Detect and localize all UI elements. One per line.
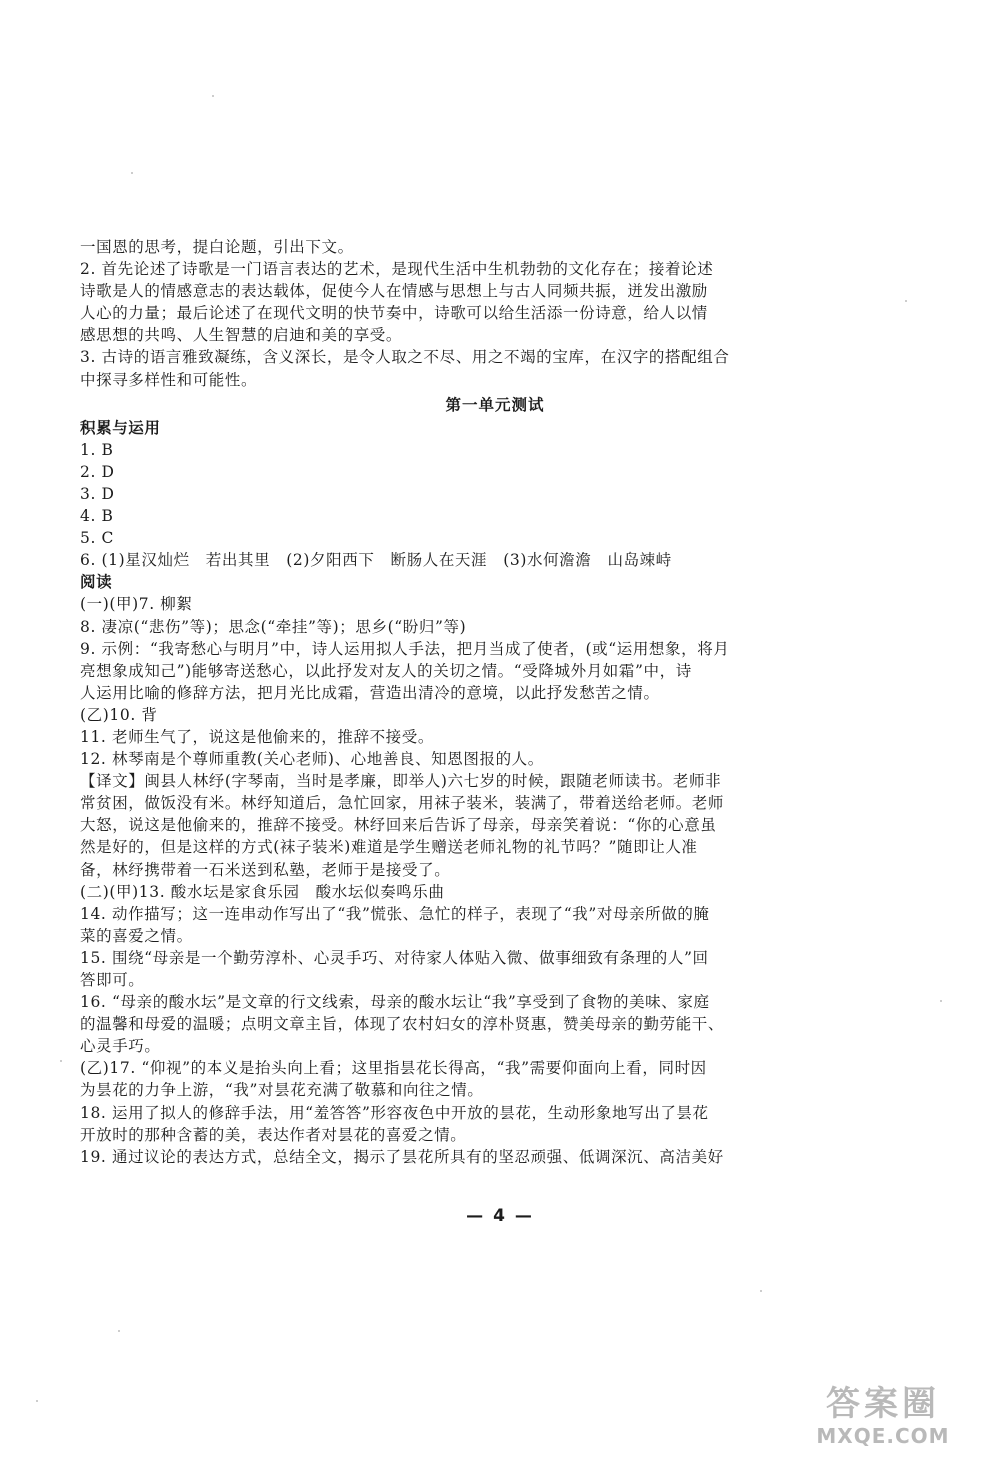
watermark-url: MXQE.COM: [816, 1424, 950, 1448]
choice-answer: 3. D: [80, 484, 115, 503]
section-title: 第一单元测试: [445, 394, 545, 414]
watermark-logo: 答案圈: [826, 1384, 940, 1424]
translation-line: 备，林纾携带着一石米送到私塾，老师于是接受了。: [80, 860, 451, 879]
scan-speck: [905, 300, 907, 302]
scan-speck: [131, 172, 133, 174]
text-line: 8. 凄凉(“悲伤”等)；思念(“牵挂”等)；思乡(“盼归”等): [80, 617, 467, 636]
text-line: 答即可。: [80, 971, 145, 989]
text-line: (一)(甲)7. 柳絮: [80, 595, 193, 614]
text-line: (二)(甲)13. 酸水坛是家食乐园 酸水坛似奏鸣乐曲: [80, 882, 445, 901]
translation-line: 【译文】闽县人林纾(字琴南，当时是孝廉，即举人)六七岁的时候，跟随老师读书。老师非: [80, 772, 722, 791]
scan-speck: [212, 95, 214, 97]
text-line: 一国恩的思考，提白论题，引出下文。: [80, 238, 354, 256]
text-line: 3. 古诗的语言雅致凝练，含义深长，是令人取之不尽、用之不竭的宝库，在汉字的搭配组合: [80, 348, 730, 367]
text-line: 开放时的那种含蓄的美，表达作者对昙花的喜爱之情。: [80, 1125, 467, 1144]
text-line: 19. 通过议论的表达方式，总结全文，揭示了昙花所具有的坚忍顽强、低调深沉、高洁美好: [80, 1147, 724, 1166]
choice-answer: 1. B: [80, 440, 114, 459]
choice-answers: [80, 439, 910, 549]
scan-speck: [940, 1000, 942, 1002]
text-line: 12. 林琴南是个尊师重教(关心老师)、心地善良、知恩图报的人。: [80, 750, 544, 769]
scan-speck: [760, 1290, 762, 1292]
scan-speck: [36, 1400, 38, 1402]
scan-speck: [118, 1330, 120, 1332]
text-line: 中探寻多样性和可能性。: [80, 370, 258, 389]
scan-speck: [60, 1060, 62, 1062]
text-line: 14. 动作描写；这一连串动作写出了“我”慌张、急忙的样子，表现了“我”对母亲所做的腌: [80, 904, 710, 923]
page-number: — 4 —: [466, 1206, 534, 1226]
text-line: 心灵手巧。: [80, 1037, 161, 1056]
text-line: 2. 首先论述了诗歌是一门语言表达的艺术，是现代生活中生机勃勃的文化存在；接着论述: [80, 260, 714, 279]
text-line: 18. 运用了拟人的修辞手法，用“羞答答”形容夜色中开放的昙花，生动形象地写出了昙花: [80, 1103, 709, 1122]
reading-answers: [80, 593, 910, 1167]
text-line: (乙)17. “仰视”的本义是抬头向上看；这里指昙花长得高，“我”需要仰面向上看，同时因: [80, 1059, 707, 1078]
translation-line: 然是好的，但是这样的方式(袜子装米)难道是学生赠送老师礼物的礼节吗？”随即让人准: [80, 838, 698, 857]
text-line: 11. 老师生气了，说这是他偷来的，推辞不接受。: [80, 727, 434, 746]
text-line: 人运用比喻的修辞方法，把月光比成霜，营造出清冷的意境，以此抒发愁苦之情。: [80, 683, 660, 702]
choice-answer: 2. D: [80, 462, 115, 481]
choice-answer: 4. B: [80, 507, 114, 526]
translation-line: 大怒，说这是他偷来的，推辞不接受。林纾回来后告诉了母亲，母亲笑着说：“你的心意虽: [80, 816, 717, 835]
poem-fill-answer: 6. (1)星汉灿烂 若出其里 (2)夕阳西下 断肠人在天涯 (3)水何澹澹 山岛竦峙: [80, 551, 672, 570]
subhead-accumulation: 积累与运用: [80, 417, 161, 437]
intro-answers: [80, 236, 910, 391]
text-line: 感思想的共鸣、人生智慧的启迪和美的享受。: [80, 326, 403, 345]
text-line: 9. 示例：“我寄愁心与明月”中，诗人运用拟人手法，把月当成了使者，(或“运用想象，将月: [80, 639, 730, 658]
text-line: 为昙花的力争上游，“我”对昙花充满了敬慕和向往之情。: [80, 1081, 484, 1100]
site-watermark: [788, 1384, 978, 1448]
text-line: 16. “母亲的酸水坛”是文章的行文线索，母亲的酸水坛让“我”享受到了食物的美味、家庭: [80, 993, 710, 1012]
answer-text-body: [80, 236, 910, 1168]
text-line: 15. 围绕“母亲是一个勤劳淳朴、心灵手巧、对待家人体贴入微、做事细致有条理的人”回: [80, 948, 709, 967]
text-line: 的温馨和母爱的温暖；点明文章主旨，体现了农村妇女的淳朴贤惠，赞美母亲的勤劳能干、: [80, 1015, 725, 1034]
text-line: 诗歌是人的情感意志的表达载体，促使今人在情感与思想上与古人同频共振，迸发出激励: [80, 282, 708, 301]
translation-line: 常贫困，做饭没有米。林纾知道后，急忙回家，用袜子装米，装满了，带着送给老师。老师: [80, 794, 725, 813]
text-line: 菜的喜爱之情。: [80, 926, 193, 945]
choice-answer: 5. C: [80, 529, 114, 548]
text-line: (乙)10. 背: [80, 705, 158, 724]
text-line: 人心的力量；最后论述了在现代文明的快节奏中，诗歌可以给生活添一份诗意，给人以情: [80, 304, 708, 323]
subhead-reading: 阅读: [80, 572, 113, 592]
text-line: 亮想象成知己”)能够寄送愁心，以此抒发对友人的关切之情。“受降城外月如霜”中，诗: [80, 661, 692, 680]
